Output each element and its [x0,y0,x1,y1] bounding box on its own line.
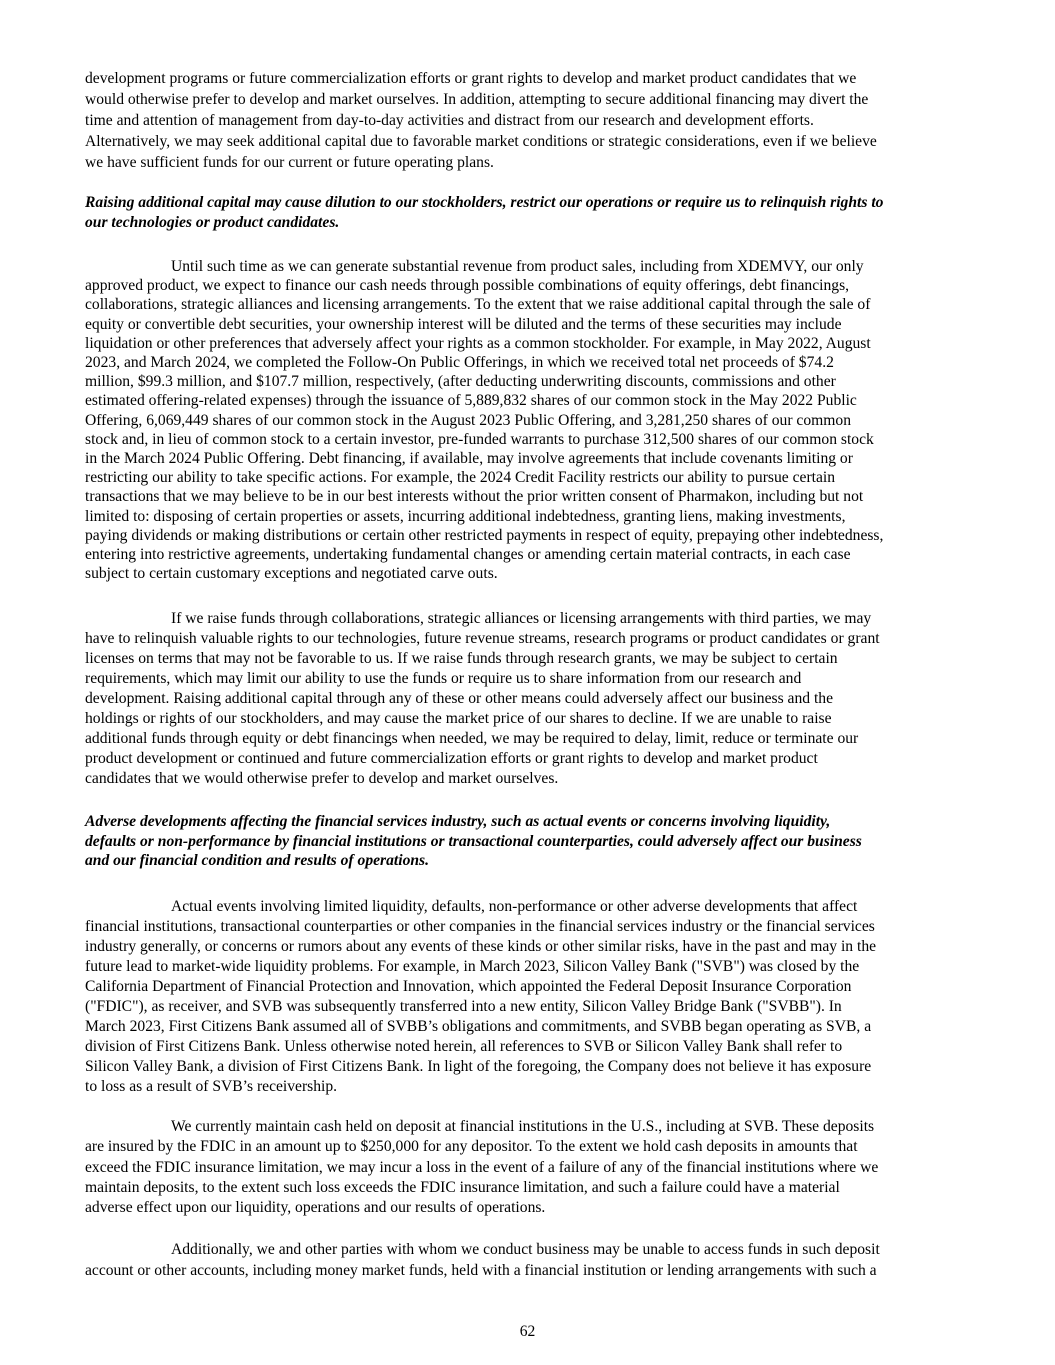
text-line: liquidation or other preferences that adversely affect your rights as a common stockholder. For example, in May 2022, August [85,334,871,352]
text-line: entering into restrictive agreements, undertaking fundamental changes or amending certain material contracts, in each case [85,546,851,564]
text-line: industry generally, or concerns or rumors about any events of these kinds or other similar risks, have in the past and may in the [85,938,877,955]
text-line: product development or continued and future commercialization efforts or grant rights to develop and market product [85,750,818,767]
text-line: Silicon Valley Bank, a division of First Citizens Bank. In light of the foregoing, the Company does not believe it has exposure [85,1058,872,1075]
continued-paragraph [85,68,877,173]
risk-factor-heading [85,193,883,232]
text-line: stock and, in lieu of common stock to a certain investor, pre-funded warrants to purchase 312,500 shares of our common stock [85,430,874,448]
text-line: holdings or rights of our stockholders, and may cause the market price of our shares to decline. If we are unable to raise [85,710,832,727]
text-line: Alternatively, we may seek additional capital due to favorable market conditions or strategic considerations, even if we believe [85,133,877,150]
text-line: we have sufficient funds for our current or future operating plans. [85,154,494,171]
text-line: transactions that we may believe to be in our best interests without the prior written consent of Pharmakon, including but not [85,488,864,506]
text-line: maintain deposits, to the extent such loss exceeds the FDIC insurance limitation, and such a failure could have a material [85,1178,840,1196]
text-line: adverse effect upon our liquidity, operations and our results of operations. [85,1199,546,1216]
text-line: additional funds through equity or debt financings when needed, we may be required to delay, limit, reduce or terminate our [85,730,859,747]
text-line: limited to: disposing of certain properties or assets, incurring additional indebtedness, granting liens, making investments, [85,507,846,525]
text-line: We currently maintain cash held on deposit at financial institutions in the U.S., including at SVB. These deposits [171,1118,875,1135]
text-line: Additionally, we and other parties with whom we conduct business may be unable to access funds in such deposit [171,1241,880,1258]
text-line: March 2023, First Citizens Bank assumed all of SVBB’s obligations and commitments, and SVBB began operating as SVB, a [85,1018,872,1035]
text-line: to loss as a result of SVB’s receivership. [85,1078,338,1095]
text-line: are insured by the FDIC in an amount up to $250,000 for any depositor. To the extent we hold cash deposits in amounts that [85,1138,858,1156]
text-line: candidates that we would otherwise prefer to develop and market ourselves. [85,770,559,787]
page-number: 62 [519,1323,536,1340]
text-line: requirements, which may limit our ability to use the funds or require us to share information from our research and [85,670,802,687]
text-line: subject to certain customary exceptions and negotiated carve outs. [85,565,498,583]
heading-line: defaults or non-performance by financial institutions or transactional counterparties, could adversely affect our business [85,832,862,850]
text-line: Until such time as we can generate substantial revenue from product sales, including from XDEMVY, our only [171,258,864,275]
text-line: would otherwise prefer to develop and market ourselves. In addition, attempting to secure additional financing may divert the [85,91,869,108]
paragraph [85,897,876,1097]
text-line: paying dividends or making distributions or certain other restricted payments in respect of equity, prepaying other indebtedness, [85,526,884,544]
text-line: California Department of Financial Protection and Innovation, which appointed the Federal Deposit Insurance Corporation [85,978,852,995]
text-line: ("FDIC"), as receiver, and SVB was subsequently transferred into a new entity, Silicon Valley Bridge Bank ("SVBB"). In [85,998,842,1015]
text-line: If we raise funds through collaborations, strategic alliances or licensing arrangements with third parties, we may [171,610,872,627]
paragraph [85,1117,878,1218]
text-line: Offering, 6,069,449 shares of our common stock in the August 2023 Public Offering, and 3,281,250 shares of our common [85,411,852,429]
text-line: division of First Citizens Bank. Unless otherwise noted herein, all references to SVB or Silicon Valley Bank shall refer to [85,1038,843,1055]
risk-factor-heading [85,812,862,871]
text-line: restricting our ability to take specific actions. For example, the 2024 Credit Facility restricts our ability to pursue certain [85,469,836,487]
heading-line: Raising additional capital may cause dilution to our stockholders, restrict our operations or require us to relinquish rights to [85,194,884,211]
text-line: development programs or future commercialization efforts or grant rights to develop and market product candidates that we [85,70,857,87]
heading-line: our technologies or product candidates. [85,213,340,231]
heading-line: and our financial condition and results of operations. [85,852,429,869]
text-line: estimated offering-related expenses) through the issuance of 5,889,832 shares of our common stock in the May 2022 Public [85,392,857,410]
text-line: financial institutions, transactional counterparties or other companies in the financial services industry or the financial services [85,918,875,935]
text-line: approved product, we expect to finance our cash needs through possible combinations of equity offerings, debt financings, [85,277,850,295]
text-line: time and attention of management from day-to-day activities and distract from our research and development efforts. [85,112,814,129]
paragraph [85,609,880,789]
text-line: future lead to market-wide liquidity problems. For example, in March 2023, Silicon Valley Bank ("SVB") was closed by the [85,958,860,975]
paragraph [85,257,883,583]
text-line: Actual events involving limited liquidity, defaults, non-performance or other adverse developments that affect [171,898,858,915]
text-line: exceed the FDIC insurance limitation, we may incur a loss in the event of a failure of any of the financial institutions where we [85,1158,879,1176]
text-line: million, $99.3 million, and $107.7 million, respectively, (after deducting underwriting discounts, commissions and other [85,373,836,391]
heading-line: Adverse developments affecting the financial services industry, such as actual events or concerns involving liquidity, [85,813,831,830]
text-line: licenses on terms that may not be favorable to us. If we raise funds through research grants, we may be subject to certain [85,650,838,667]
text-line: development. Raising additional capital through any of these or other means could adversely affect our business and the [85,690,833,707]
text-line: equity or convertible debt securities, your ownership interest will be diluted and the terms of these securities may include [85,315,842,333]
text-line: collaborations, strategic alliances and licensing arrangements. To the extent that we raise additional capital through the sale of [85,296,871,314]
text-line: have to relinquish valuable rights to our technologies, future revenue streams, research programs or product candidates or grant [85,630,880,647]
text-line: in the March 2024 Public Offering. Debt financing, if available, may involve agreements that include covenants limiting or [85,450,853,468]
text-line: account or other accounts, including money market funds, held with a financial institution or lending arrangements with such a [85,1261,877,1279]
text-line: 2023, and March 2024, we completed the Follow-On Public Offerings, in which we received total net proceeds of $74.2 [85,354,834,372]
paragraph [85,1240,880,1281]
